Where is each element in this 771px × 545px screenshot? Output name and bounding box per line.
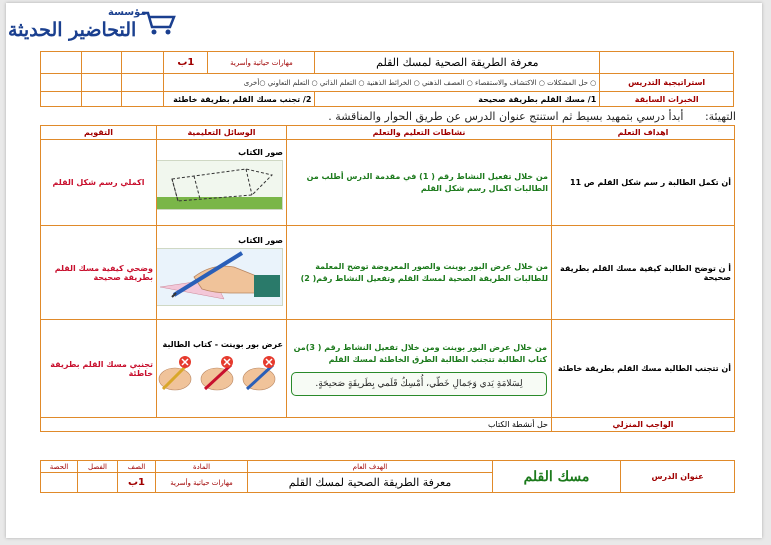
strategy-option[interactable]: ○ الخرائط الذهنية <box>366 78 420 87</box>
footer-header-goal: الهدف العام <box>248 461 493 473</box>
evaluation-cell: اكملي رسم شكل القلم <box>41 140 157 226</box>
aid-cell <box>157 320 287 418</box>
strategy-option[interactable]: ○ حل المشكلات <box>547 78 597 87</box>
header-goals: اهداف التعلم <box>552 126 735 140</box>
lesson-footer-table <box>40 460 735 493</box>
logo-line1: مؤسسة <box>108 7 147 18</box>
logo-line2: التحاضير الحديثة <box>8 19 137 41</box>
lesson-title: مسك القلم <box>493 461 621 493</box>
header-aids: الوسائل التعليمية <box>157 126 287 140</box>
lesson-plan-page <box>6 3 762 538</box>
strategy-option[interactable]: ○ التعلم الذاتي <box>319 78 365 87</box>
prior-label: الخبرات السابقة <box>600 92 734 107</box>
goal-cell: أ ن توضح الطالبة كيفية مسك القلم بطريقة صحيحة <box>552 226 735 320</box>
warmup-label: التهيئة: <box>704 110 736 123</box>
footer-class <box>78 473 118 493</box>
lesson-title-label: عنوان الدرس <box>621 461 735 493</box>
grade-code: 1ب <box>164 52 208 74</box>
table-row <box>41 320 735 418</box>
activity-cell <box>287 320 552 418</box>
homework-label: الواجب المنزلي <box>552 418 735 432</box>
strategy-option[interactable]: ○أخرى <box>243 78 266 87</box>
header-activities: نشاطات التعليم والتعلم <box>287 126 552 140</box>
strategy-option[interactable]: ○ الاكتشاف والاستقصاء <box>474 78 545 87</box>
homework-value: حل أنشطة الكتاب <box>41 418 552 432</box>
publisher-logo <box>8 7 188 45</box>
footer-subject: مهارات حياتية وأسرية <box>156 473 248 493</box>
table-row <box>41 226 735 320</box>
aid-label: عرض بور بوينت - كتاب الطالبة <box>162 340 283 349</box>
pencil-drawing-image <box>157 160 284 210</box>
goal-cell: أن تتجنب الطالبة مسك القلم بطريقة خاطئة <box>552 320 735 418</box>
top-info-table <box>40 51 734 107</box>
activity-cell: من خلال تفعيل النشاط رقم ( 1) في مقدمة الدرس أطلب من الطالبات اكمال رسم شكل القلم <box>287 140 552 226</box>
footer-goal: معرفة الطريقة الصحية لمسك القلم <box>248 473 493 493</box>
table-row <box>41 140 735 226</box>
hand-holding-pencil-image <box>157 248 284 306</box>
strategy-option[interactable]: ○ العصف الذهني <box>421 78 473 87</box>
footer-grade: 1ب <box>118 473 156 493</box>
footer-header-class: الفصل <box>78 461 118 473</box>
prior-1: 1/ مسك القلم بطريقة صحيحة <box>315 92 600 107</box>
strategy-options <box>164 74 600 92</box>
skills-label: مهارات حياتية وأسرية <box>208 52 315 74</box>
objective-cell: معرفة الطريقة الصحية لمسك القلم <box>315 52 600 74</box>
warmup-text: أبدأ درسي بتمهيد بسيط ثم استنتج عنوان الدرس عن طريق الحوار والمناقشة . <box>328 110 684 123</box>
footer-header-subject: المادة <box>156 461 248 473</box>
warmup <box>46 110 736 123</box>
evaluation-cell: وضحي كيفية مسك القلم بطريقة صحيحة <box>41 226 157 320</box>
prior-2: 2/ تجنب مسك القلم بطريقة خاطئة <box>164 92 315 107</box>
footer-header-period: الحصة <box>41 461 78 473</box>
activity-cell: من خلال عرض البور بوينت والصور المعروضة توضح المعلمة للطالبات الطريقة الصحية لمسك القلم وتفعيل النشاط رقم( 2) <box>287 226 552 320</box>
evaluation-cell: تجنبي مسك القلم بطريقة خاطئة <box>41 320 157 418</box>
wrong-grips-image <box>160 355 283 393</box>
book-quote: لِسَلامَةِ يَدي وَجَمالِ خَطّي، أُمْسِكُ قَلَمي بِطَريقَةٍ صَحيحَةٍ. <box>291 372 547 396</box>
strategy-option[interactable]: ○ التعلم التعاوني <box>267 78 318 87</box>
aid-cell <box>157 226 287 320</box>
activity-text: من خلال عرض البور بوينت ومن خلال تفعيل النشاط رقم ( 3)من كتاب الطالبة تتجنب الطالبة الطرق الخاطئة لمسك القلم <box>293 342 547 364</box>
goal-cell: أن تكمل الطالبة ر سم شكل القلم ص 11 <box>552 140 735 226</box>
header-evaluation: التقويم <box>41 126 157 140</box>
aid-label: صور الكتاب <box>238 148 283 157</box>
aid-label: صور الكتاب <box>238 236 283 245</box>
strategy-label: استراتيجية التدريس <box>600 74 734 92</box>
shopping-cart-icon <box>138 7 178 37</box>
footer-period <box>41 473 78 493</box>
footer-header-grade: الصف <box>118 461 156 473</box>
aid-cell <box>157 140 287 226</box>
lesson-activities-table <box>40 125 735 432</box>
